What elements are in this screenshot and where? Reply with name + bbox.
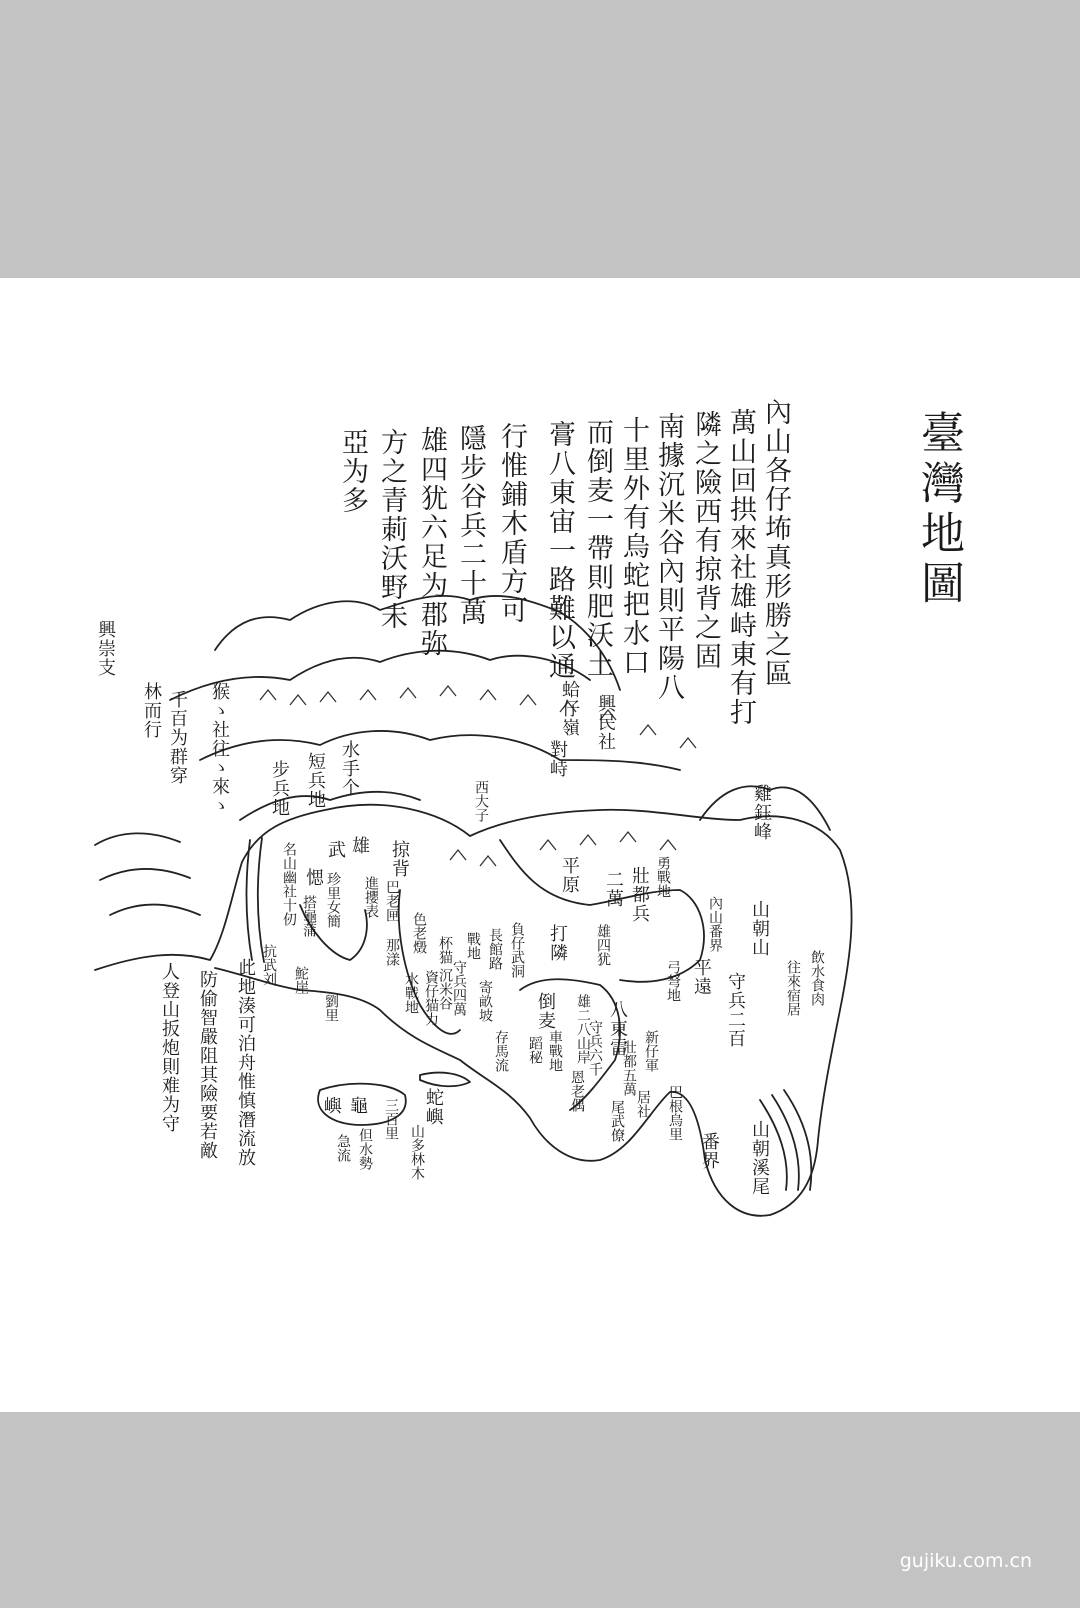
label-zhuang-du-wu-wan: 壯都五萬 [621,1040,637,1096]
label-ping-yuan-2: 平遠 [691,958,712,996]
label-yin-shui-shi-rou: 飲水食肉 [809,950,825,1006]
label-che-zhan-di: 車戰地 [547,1030,563,1072]
label-san-bai-li: 三百里 [383,1098,399,1140]
label-xing-min-she: 興民社 [595,694,616,751]
label-ji-liu: 急流 [335,1134,351,1162]
map-title: 臺灣地圖 [913,410,964,610]
label-gong-nu-di: 弓弩地 [665,960,681,1002]
label-bei-mao: 杯猫 [437,936,453,964]
label-lin-er-xing: 林而行 [141,682,162,739]
label-tuo-ya: 鮀崖 [293,966,309,994]
note-harbor-col-2: 防偷智嚴阻其險要若敵 [197,970,218,1160]
label-ba-dong-lei: 八東雷 [607,1000,628,1057]
label-wu: 武 [325,840,346,859]
snake-islet [420,1073,470,1087]
label-ge-zai-ling: 蛤仔嶺 [559,680,580,737]
label-da-gui-pu: 搭龜蒲 [301,895,317,937]
label-nei-shan-fan-jie: 內山番界 [707,896,723,952]
passage-col-5: 十里外有烏蛇把水口 [618,416,649,677]
label-xiong-er-ba-shan: 雄二八山岸 [575,994,591,1064]
passage-col-4: 南據沉米谷內則平陽八 [653,412,684,702]
label-shui-zhan-di: 水戰地 [403,972,419,1014]
label-er-wan: 二萬 [603,870,624,908]
label-xiong: 雄 [349,836,370,855]
passage-col-3: 隣之險西有掠背之固 [690,410,721,671]
label-yong-zhan-di: 勇戰地 [655,856,671,898]
mountain-line-1 [170,651,590,700]
label-ming-shan: 名山幽社十仞 [281,842,297,926]
label-dao-mi: 蹈秘 [527,1036,543,1064]
label-jin-ying-biao: 進攖表 [363,876,379,918]
label-xi-da-zi: 西大子 [473,780,489,822]
site-watermark: gujiku.com.cn [899,1550,1032,1572]
label-shou-bing-si-wan: 守兵四萬 [451,960,467,1016]
passage-col-2: 萬山回拱來社雄峙東有打 [725,408,756,727]
passage-col-12: 亞为多 [337,428,368,515]
label-shui-shou: 水手个 [339,740,360,797]
label-xin-zai-jun: 新仔軍 [643,1030,659,1072]
river-west-a [246,840,252,960]
label-se-lao-hui: 色老燬 [411,912,427,954]
label-ba-gen-wu-li: 巴根烏里 [667,1085,683,1141]
label-chen-mi-gu: 沉米谷 [437,968,453,1010]
label-kang-wu-liu: 抗武刘 [261,944,277,986]
passage-col-7: 膏八東宙一路難以通 [544,420,575,681]
label-duan-bing-di: 短兵地 [305,752,326,809]
label-dan-shui-shi: 但水勢 [357,1128,373,1170]
label-yu: 嶼 [321,1096,342,1115]
label-fan-jie: 番界 [699,1132,720,1170]
label-ji-yu-feng: 雞鈺峰 [751,784,772,841]
label-shan-duo-lin-mu: 山多林木 [409,1124,425,1180]
label-ba-lao-xia: 巴老匣 那漾 [384,880,400,966]
label-shou-bing-liu-qian: 守兵六千 [587,1020,603,1076]
label-zhan-di: 戰地 [465,932,481,960]
label-qian-bai: 千百为群穿 [167,690,188,785]
passage-col-10: 雄四犹六足为郡弥 [416,426,447,658]
label-gui: 龜 [347,1096,368,1115]
passage-col-9: 隱步谷兵二十萬 [455,424,486,627]
note-harbor-col-1: 此地湊可泊舟惟慎潛流放 [235,958,256,1167]
label-da-lin: 打隣 [547,924,568,962]
label-hou-she: 猴ゝ社往ゝ來ゝ [209,682,230,815]
west-shore-strokes [95,833,200,915]
label-lue-bei: 掠背 [389,840,410,878]
label-ju-she: 居社 [635,1090,651,1118]
label-dao-mai: 倒麦 [535,992,556,1030]
label-ji-mu-po: 寄畝坡 [477,980,493,1022]
label-zhuang-du-bing: 壯都兵 [629,866,650,923]
label-xiong-si-you: 雄四犹 [595,924,611,966]
passage-col-8: 行惟鋪木盾方可 [496,422,527,625]
label-dui-zhi: 對峙 [547,740,568,778]
label-chang-guan-lu: 長館路 [487,928,503,970]
note-harbor-col-3: 人登山扳炮則难为守 [159,962,180,1133]
label-ping-yuan: 平原 [559,856,580,894]
label-zi-zai-mao-li: 資仔猫力 [423,970,439,1026]
label-fu-zai-wu-dong: 負仔武洞 [509,922,525,978]
label-wei-wu-liao: 尾武僚 [609,1100,625,1142]
passage-col-1: 內山各仔㘵真形勝之區 [760,398,791,688]
label-en-lao-ou: 恩老偶 [569,1070,585,1112]
label-wang-lai-su-ju: 往來宿居 [785,960,801,1016]
label-ti: 愢 [303,868,324,887]
label-cun-ma-liu: 存馬流 [493,1030,509,1072]
label-shan-chao-xi-wei: 山朝溪尾 [749,1120,770,1196]
label-zhen-li: 珍里女簡 [325,872,341,928]
label-bu-bing-di: 步兵地 [269,760,290,817]
label-shou-bing-er-bai: 守兵二百 [725,972,746,1048]
label-liu-li: 劉里 [323,994,339,1022]
passage-col-6: 而倒麦一帶則肥沃土 [582,418,613,679]
label-shan-chao-shan: 山朝山 [749,900,770,957]
label-she-yu: 蛇嶼 [423,1088,444,1126]
label-xing-chong-zhi: 興崇支 [95,620,116,677]
passage-col-11: 方之青莿沃野未 [376,428,407,631]
